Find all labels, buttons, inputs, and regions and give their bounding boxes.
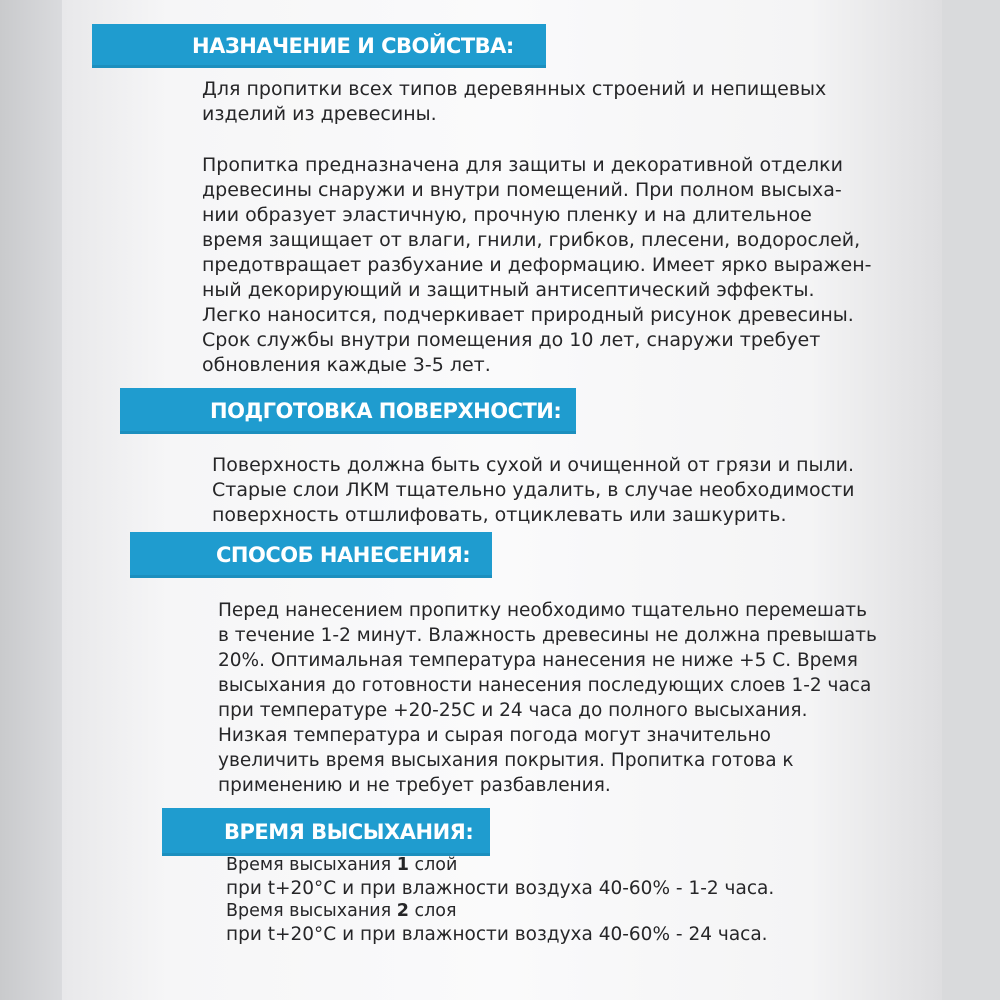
section-heading-surface-prep [120,388,576,434]
drying-layer-1-title [226,854,906,877]
section-heading-surface-prep-text: ПОДГОТОВКА ПОВЕРХНОСТИ: [210,398,562,423]
drying-layer-2-suffix: слоя [408,901,457,921]
drying-layer-2-prefix: Время высыхания [226,901,397,921]
drying-layer-1-condition: при t+20°C и при влажности воздуха 40-60% - 1-2 часа. [226,878,775,899]
section-heading-purpose-text: НАЗНАЧЕНИЕ И СВОЙСТВА: [192,33,514,58]
section-heading-drying-time-text: ВРЕМЯ ВЫСЫХАНИЯ: [224,819,474,844]
drying-layer-1-prefix: Время высыхания [226,855,397,875]
purpose-paragraph-1: Для пропитки всех типов деревянных строений и непищевых изделий из древесины. [202,78,827,125]
drying-layer-2-number: 2 [396,901,409,921]
drying-layer-1-number: 1 [396,855,409,875]
drying-layer-2-condition: при t+20°C и при влажности воздуха 40-60% - 24 часа. [226,924,768,945]
purpose-paragraph-2: Пропитка предназначена для защиты и декоративной отделки древесины снаружи и внутри помещений. При полном высыха- нии образует эластичную, прочную пленку и на длительное время защищает от влаги, гнили, грибков, плесени, водорослей, предотвращает разбухание и деформацию. Имеет ярко выражен- ный декорирующий и защитный антисептический эффекты. Легко наносится, подчеркивает природный рисунок древесины. Срок службы внутри помещения до 10 лет, снаружи требует обновления каждые 3-5 лет. [202,154,872,376]
application-paragraph: Перед нанесением пропитку необходимо тщательно перемешать в течение 1-2 минут. Влажность древесины не должна превышать 20%. Оптимальная температура нанесения не ниже +5 С. Время высыхания до готовности нанесения последующих слоев 1-2 часа при температуре +20-25С и 24 часа до полного высыхания. Низкая температура и сырая погода могут значительно увеличить время высыхания покрытия. Пропитка готова к применению и не требует разбавления. [218,600,877,796]
drying-layer-2-title [226,900,906,923]
package-edge-shadow [0,0,70,1000]
drying-time-list [226,854,906,946]
section-heading-application [130,532,492,578]
section-heading-purpose [92,24,546,68]
surface-prep-paragraph: Поверхность должна быть сухой и очищенной от грязи и пыли. Старые слои ЛКМ тщательно удалить, в случае необходимости поверхность отшлифовать, отциклевать или зашкурить. [212,454,855,526]
section-heading-drying-time [162,808,490,856]
section-heading-application-text: СПОСОБ НАНЕСЕНИЯ: [216,542,471,567]
drying-layer-1-suffix: слой [408,855,458,875]
